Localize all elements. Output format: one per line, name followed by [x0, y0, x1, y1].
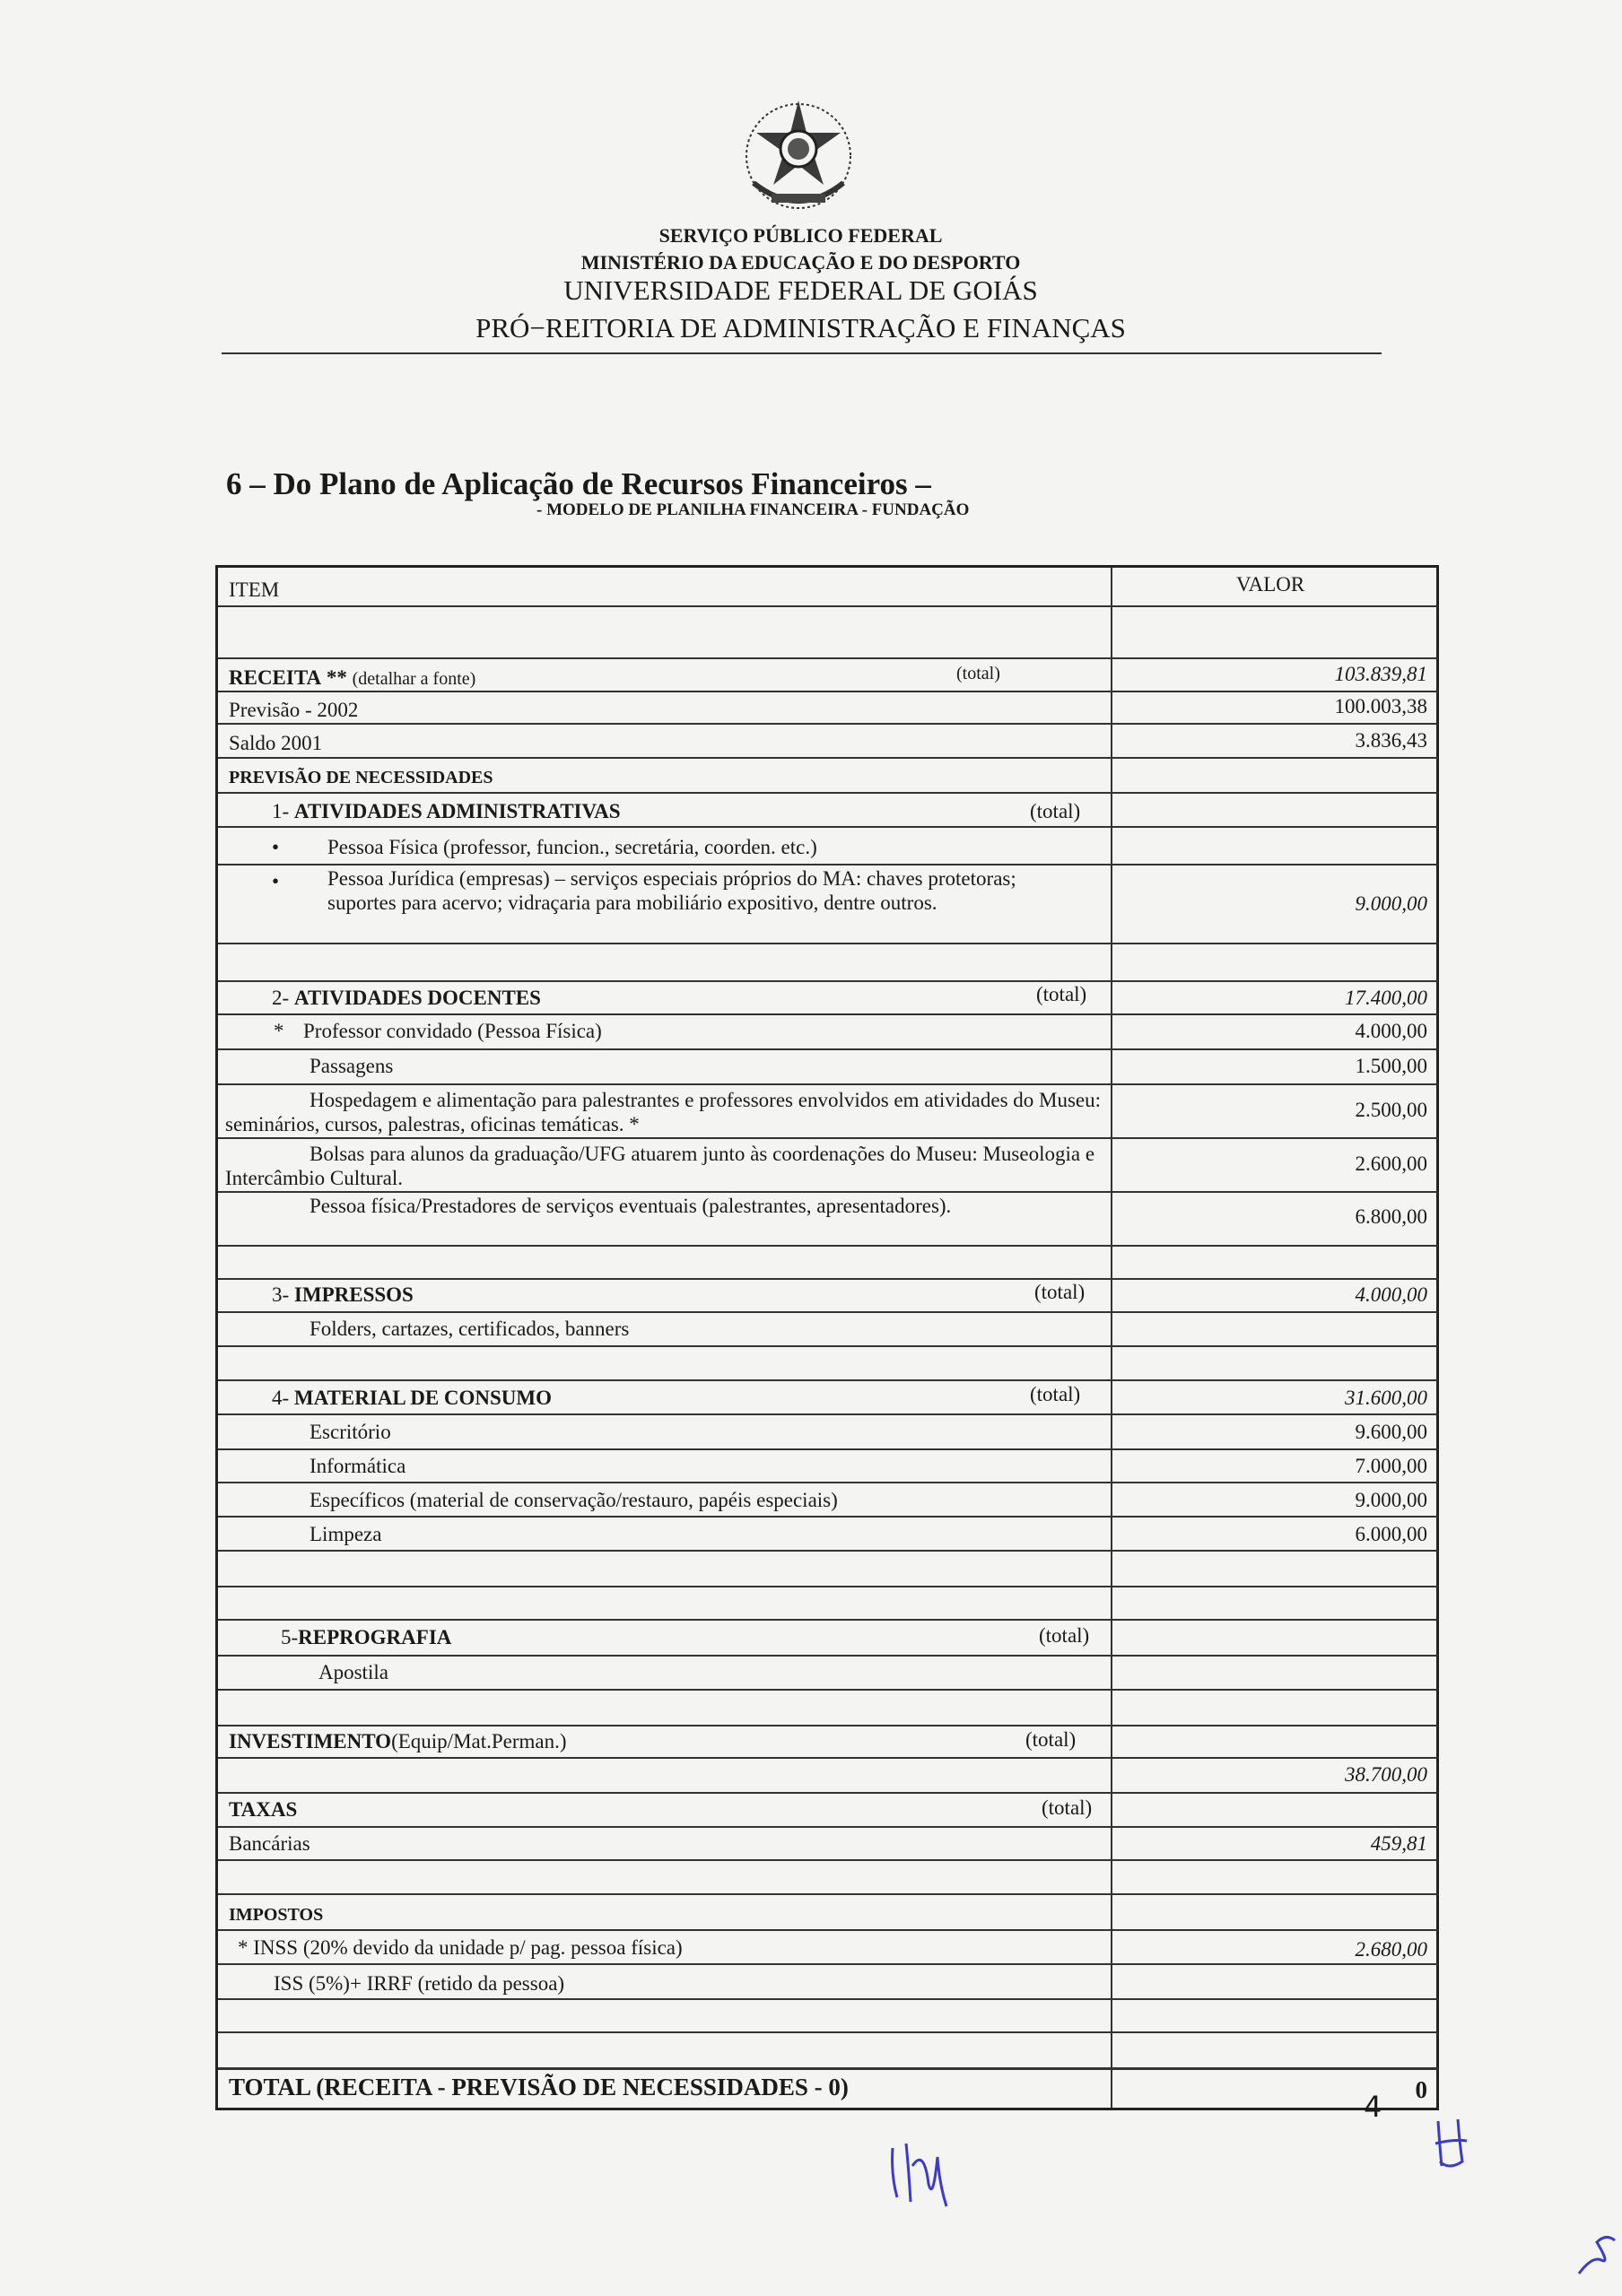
docentes-item-value: 1.500,00 [1355, 1055, 1427, 1077]
handwritten-initials-left [884, 2130, 964, 2211]
admin-pessoa-juridica: Pessoa Jurídica (empresas) – serviços especiais próprios do MA: chaves protetoras; suportes para acervo; vidraçaria para mobiliário expositivo, dentre outros. [327, 867, 1016, 914]
row-line [218, 1963, 1438, 1965]
row-line [218, 1516, 1438, 1518]
handwritten-mark-corner [1574, 2224, 1619, 2278]
bullet-icon: • [272, 870, 280, 892]
row-line [218, 1929, 1438, 1931]
docentes-label: ATIVIDADES DOCENTES [293, 987, 541, 1009]
docentes-total-label: (total) [1036, 983, 1087, 1005]
consumo-item-label: Limpeza [310, 1523, 382, 1545]
row-line [218, 1655, 1438, 1657]
docentes-value: 17.400,00 [1345, 987, 1427, 1009]
row-line [218, 1137, 1438, 1139]
docentes-item-label: Hospedagem e alimentação para palestrantes e professores envolvidos em atividades do Museu: seminários, cursos, palestras, oficinas temáticas. * [225, 1089, 1102, 1135]
section-subtitle: - MODELO DE PLANILHA FINANCEIRA - FUNDAÇÃO [536, 500, 970, 519]
row-line [218, 1689, 1438, 1691]
header-servico-publico: SERVIÇO PÚBLICO FEDERAL [658, 224, 943, 247]
row-line [218, 1619, 1438, 1621]
receita-row [229, 666, 475, 691]
reprografia-total-label: (total) [1039, 1624, 1090, 1647]
impostos-inss-value: 2.680,00 [1355, 1938, 1427, 1961]
row-line [218, 1757, 1438, 1759]
row-line [218, 605, 1438, 607]
row-line [218, 792, 1438, 794]
handwritten-initials-right [1431, 2112, 1471, 2175]
taxas-value: 459,81 [1370, 1832, 1427, 1855]
consumo-total-label: (total) [1030, 1383, 1081, 1405]
investimento-value: 38.700,00 [1345, 1763, 1427, 1786]
investimento-detail: (Equip/Mat.Perman.) [391, 1730, 567, 1752]
docentes-num: 2- [272, 987, 290, 1009]
impressos-num: 3- [272, 1283, 290, 1306]
saldo-2001-value: 3.836,43 [1355, 729, 1427, 752]
admin-label: ATIVIDADES ADMINISTRATIVAS [293, 800, 621, 822]
row-line [218, 2031, 1438, 2033]
docentes-item-label: Pessoa física/Prestadores de serviços eventuais (palestrantes, apresentadores). [310, 1195, 952, 1217]
row-line [218, 1013, 1438, 1015]
row-line [218, 1586, 1438, 1587]
docentes-item-value: 4.000,00 [1355, 1020, 1427, 1042]
row-line [218, 1792, 1438, 1794]
receita-total-label: (total) [956, 664, 1000, 683]
header-rule [222, 352, 1382, 354]
row-line [218, 1448, 1438, 1450]
docentes-item-value: 6.800,00 [1355, 1205, 1427, 1228]
docentes-item-label: Professor convidado (Pessoa Física) [303, 1020, 602, 1042]
row-line [218, 757, 1438, 759]
row-line [218, 1859, 1438, 1861]
consumo-value: 31.600,00 [1345, 1387, 1427, 1409]
reprografia-label: REPROGRAFIA [298, 1626, 452, 1648]
row-line [218, 943, 1438, 944]
impressos-total-label: (total) [1034, 1281, 1086, 1303]
consumo-item-value: 9.600,00 [1355, 1421, 1427, 1443]
docentes-item-value: 2.500,00 [1355, 1099, 1427, 1121]
impressos-heading [272, 1283, 414, 1306]
consumo-item-label: Escritório [310, 1421, 391, 1443]
receita-stars: ** [326, 666, 347, 689]
admin-total-label: (total) [1030, 800, 1081, 822]
row-line [218, 1413, 1438, 1415]
reprografia-num: 5- [281, 1626, 299, 1648]
row-line [218, 1550, 1438, 1552]
consumo-item-value: 6.000,00 [1355, 1523, 1427, 1545]
row-line [218, 980, 1438, 982]
consumo-label: MATERIAL DE CONSUMO [293, 1387, 553, 1409]
row-line [218, 1191, 1438, 1193]
page-number: 4 [1364, 2090, 1382, 2124]
previsao-2002-label: Previsão - 2002 [229, 699, 359, 721]
header-ministerio: MINISTÉRIO DA EDUCAÇÃO E DO DESPORTO [580, 251, 1021, 274]
saldo-2001-label: Saldo 2001 [229, 732, 323, 754]
row-line [218, 1345, 1438, 1347]
total-label: TOTAL (RECEITA - PREVISÃO DE NECESSIDADES - 0) [229, 2074, 849, 2100]
consumo-heading [272, 1387, 552, 1409]
row-line [218, 864, 1438, 865]
financial-table [215, 565, 1439, 2110]
receita-value: 103.839,81 [1334, 663, 1427, 685]
consumo-item-value: 9.000,00 [1355, 1489, 1427, 1511]
reprografia-heading [281, 1626, 451, 1648]
impressos-value: 4.000,00 [1355, 1283, 1427, 1306]
header-pro-reitoria: PRÓ−REITORIA DE ADMINISTRAÇÃO E FINANÇAS [475, 312, 1126, 344]
admin-pj-value: 9.000,00 [1355, 892, 1427, 915]
consumo-item-label: Específicos (material de conservação/restauro, papéis especiais) [310, 1489, 838, 1511]
section-title: 6 – Do Plano de Aplicação de Recursos Financeiros – [226, 466, 931, 501]
taxas-item: Bancárias [229, 1832, 310, 1855]
taxas-total-label: (total) [1042, 1796, 1093, 1819]
bullet-icon: • [272, 836, 280, 858]
receita-note: (detalhar a fonte) [352, 669, 476, 689]
column-divider [1111, 568, 1112, 2108]
impressos-label: IMPRESSOS [293, 1283, 414, 1306]
receita-label: RECEITA [229, 666, 322, 689]
row-line [218, 1245, 1438, 1247]
impressos-item: Folders, cartazes, certificados, banners [310, 1318, 630, 1340]
row-line [218, 1048, 1438, 1050]
row-line [218, 1725, 1438, 1726]
row-line [218, 2067, 1438, 2070]
admin-heading [272, 800, 621, 822]
impostos-label: IMPOSTOS [229, 1905, 324, 1925]
admin-num: 1- [272, 800, 290, 822]
investimento-label: INVESTIMENTO [229, 1730, 392, 1752]
investimento-heading [229, 1730, 567, 1752]
consumo-item-value: 7.000,00 [1355, 1455, 1427, 1477]
docentes-item-label: Bolsas para alunos da graduação/UFG atuarem junto às coordenações do Museu: Museologia e Intercâmbio Cultural. [225, 1143, 1095, 1189]
column-header-item: ITEM [229, 578, 280, 601]
column-header-valor: VALOR [1236, 573, 1305, 596]
previsao-necessidades-label: PREVISÃO DE NECESSIDADES [229, 768, 493, 787]
row-line [218, 1083, 1438, 1085]
row-line [218, 826, 1438, 828]
row-line [218, 1826, 1438, 1828]
star-marker: * [274, 1020, 284, 1042]
row-line [218, 1893, 1438, 1895]
consumo-num: 4- [272, 1387, 290, 1409]
previsao-2002-value: 100.003,38 [1334, 695, 1427, 718]
consumo-item-label: Informática [310, 1455, 406, 1477]
row-line [218, 1311, 1438, 1313]
investimento-total-label: (total) [1025, 1728, 1077, 1751]
total-value: 0 [1415, 2076, 1427, 2103]
impostos-inss: * INSS (20% devido da unidade p/ pag. pessoa física) [238, 1936, 683, 1959]
docentes-heading [272, 987, 541, 1009]
taxas-label: TAXAS [229, 1798, 298, 1821]
header-universidade: UNIVERSIDADE FEDERAL DE GOIÁS [563, 274, 1038, 306]
coat-of-arms-seal [731, 93, 866, 228]
row-line [218, 657, 1438, 659]
row-line [218, 1482, 1438, 1483]
docentes-item-value: 2.600,00 [1355, 1152, 1427, 1175]
admin-pessoa-fisica: Pessoa Física (professor, funcion., secretária, coorden. etc.) [327, 836, 817, 858]
row-line [218, 1379, 1438, 1381]
row-line [218, 723, 1438, 725]
row-line [218, 691, 1438, 692]
docentes-item-label: Passagens [310, 1055, 394, 1077]
impostos-iss: ISS (5%)+ IRRF (retido da pessoa) [274, 1972, 565, 1995]
reprografia-item: Apostila [318, 1661, 388, 1683]
row-line [218, 1998, 1438, 2000]
row-line [218, 1278, 1438, 1280]
